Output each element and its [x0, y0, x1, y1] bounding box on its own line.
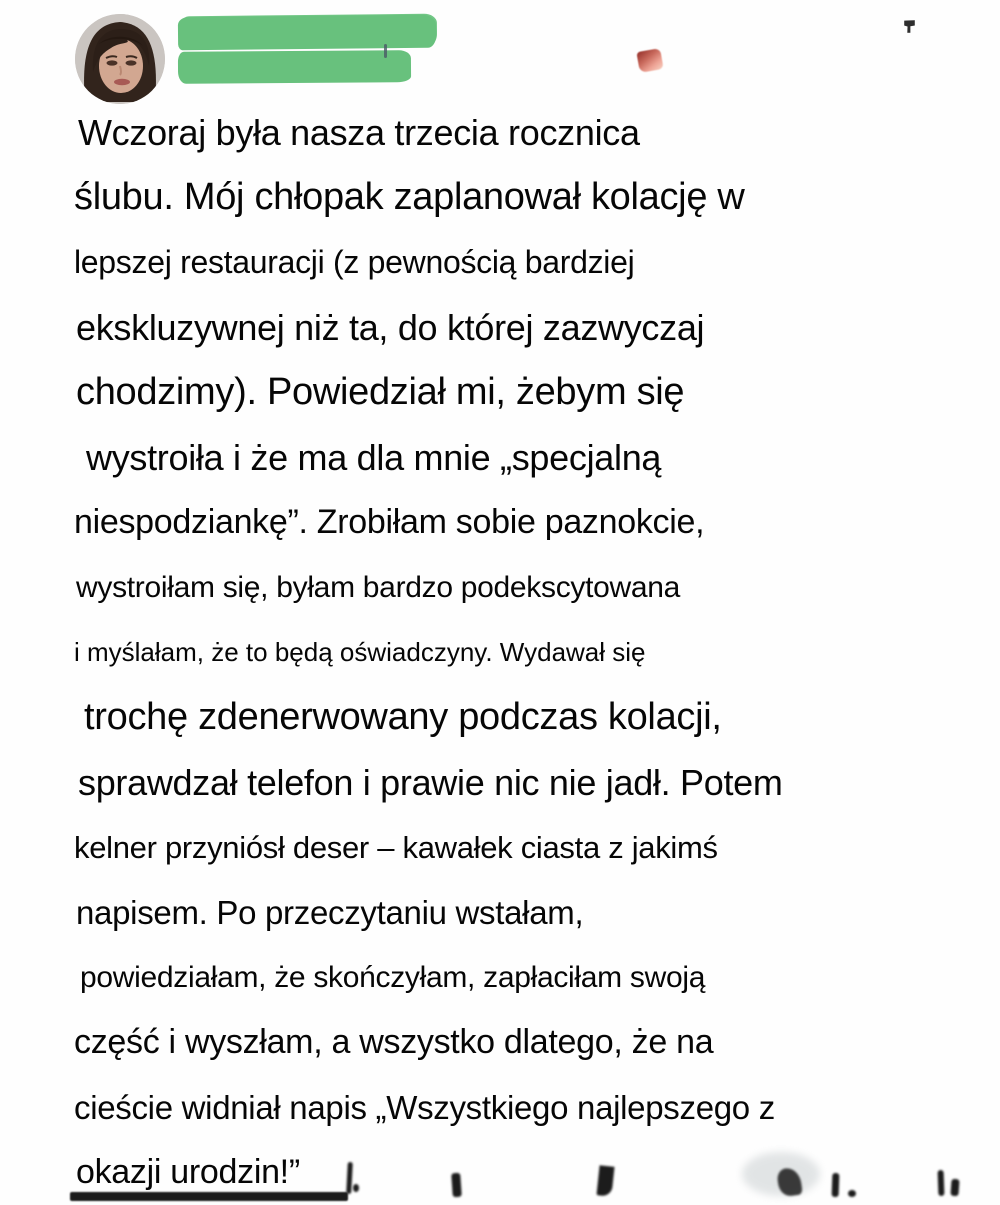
post-text-line: kelner przyniósł deser – kawałek ciasta z jakimś: [74, 829, 718, 865]
post-text-line: wystroiła i że ma dla mnie „specjalną: [86, 436, 662, 478]
post-text-line: lepszej restauracji (z pewnością bardziej: [74, 244, 635, 280]
post-text-line: niespodziankę”. Zrobiłam sobie paznokcie,: [74, 503, 705, 541]
text-artifact: [832, 1173, 840, 1197]
post-text-line: ślubu. Mój chłopak zaplanował kolację w: [74, 176, 745, 218]
post-text-line: cieście widniał napis „Wszystkiego najlepszego z: [74, 1088, 775, 1126]
post-text-line: Wczoraj była nasza trzecia rocznica: [78, 111, 640, 153]
avatar[interactable]: [75, 14, 165, 104]
text-artifact: [950, 1179, 959, 1197]
post-text-line: napisem. Po przeczytaniu wstałam,: [76, 893, 584, 931]
post-text-line: trochę zdenerwowany podczas kolacji,: [84, 696, 722, 738]
corner-glyph-remnant: [904, 20, 915, 33]
redaction-bar-meta: [178, 50, 411, 84]
post-text-line: ekskluzywnej niż ta, do której zazwyczaj: [76, 306, 705, 348]
post-text-line: okazji urodzin!”: [76, 1153, 300, 1191]
post-text-line: chodzimy). Powiedział mi, żebym się: [76, 371, 685, 413]
post-header: [0, 0, 1000, 112]
emoji-fragment-icon: [636, 48, 663, 73]
post-text-line: i myślałam, że to będą oświadczyny. Wydawał się: [74, 637, 646, 667]
post-text-line: powiedziałam, że skończyłam, zapłaciłam swoją: [80, 960, 706, 994]
post-text-line: część i wyszłam, a wszystko dlatego, że na: [74, 1023, 714, 1061]
post-text-line: sprawdzał telefon i prawie nic nie jadł. Potem: [78, 761, 783, 803]
text-artifact: [938, 1170, 945, 1196]
redaction-bar-name: [178, 15, 436, 51]
text-artifact: [353, 1184, 359, 1192]
redacted-text-remnant: [384, 44, 387, 58]
post-text: [0, 100, 1000, 1205]
post-text-line: wystroiłam się, byłam bardzo podekscytowana: [76, 570, 681, 604]
woman-portrait-icon: [75, 14, 165, 104]
text-artifact: [848, 1190, 856, 1197]
text-artifact: [451, 1173, 462, 1198]
